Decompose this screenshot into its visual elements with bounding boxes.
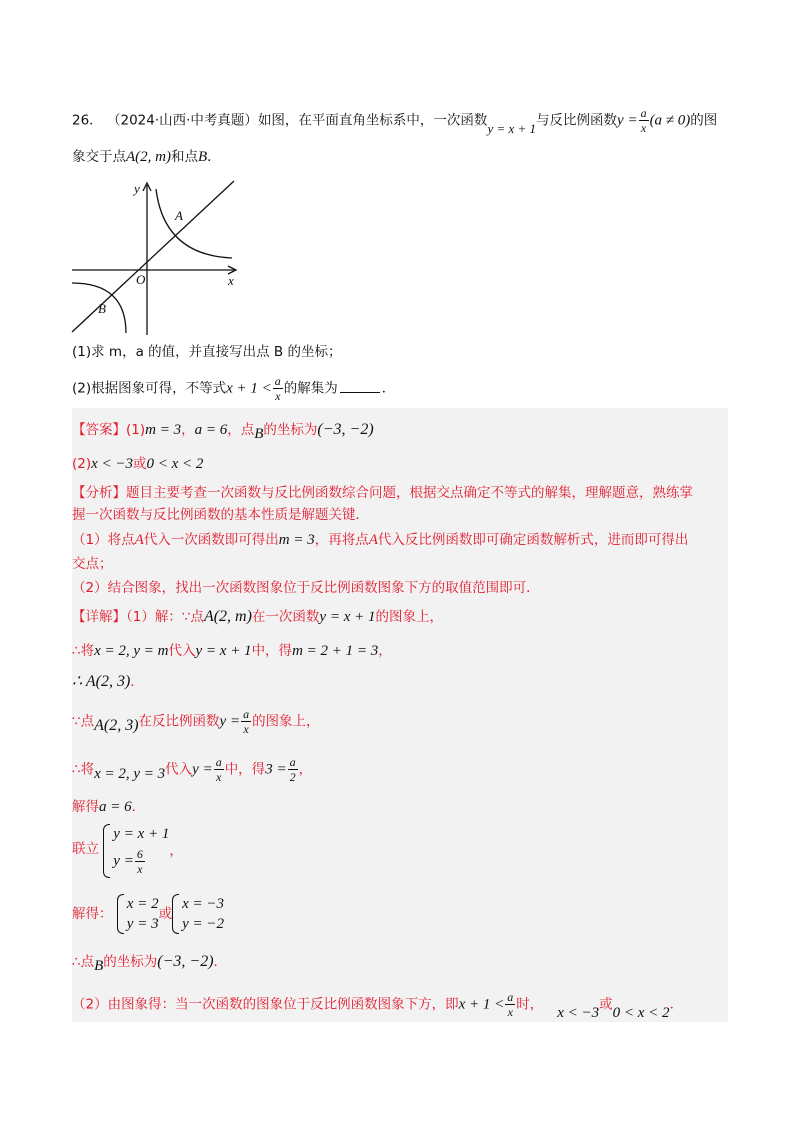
detail-line-1: 【详解】（1）解：∵点A(2, m)在一次函数y = x + 1的图象上， [72, 608, 443, 625]
question-1: (1)求 m，a 的值，并直接写出点 B 的坐标； [72, 344, 342, 360]
answer-blank [340, 380, 380, 393]
analysis-line-4: 交点； [72, 556, 113, 572]
inequality: x + 1 < [226, 380, 272, 397]
point-b: B [198, 149, 208, 165]
problem-number: 26． [72, 112, 103, 129]
question-text: (2)根据图象可得，不等式 [72, 380, 227, 397]
answer-tag: 【答案】 [72, 422, 126, 438]
problem-text: 象交于点 [72, 149, 126, 165]
analysis-line-3: （1）将点A代入一次函数即可得出m = 3，再将点A代入反比例函数即可确定函数解析式，进而即可得出 [72, 532, 689, 548]
detail-solutions: 解得： x = 2 y = 3 或 x = −3 y = −2 [72, 896, 224, 932]
point-a: A(2, m) [126, 149, 171, 165]
inverse-function: y = [617, 112, 638, 129]
problem-text: 和点 [171, 149, 198, 165]
coordinate-figure [68, 175, 248, 340]
solution-system-2: x = −3 y = −2 [172, 894, 224, 934]
answer-line-1: 【答案】(1)m = 3，a = 6，点B的坐标为(−3, −2) [72, 421, 374, 442]
question-text: 的解集为 [283, 380, 338, 397]
fraction: $\frac{a}{x}$ [274, 374, 281, 403]
problem-text: 与反比例函数 [536, 112, 618, 129]
analysis-line-1: 【分析】题目主要考查一次函数与反比例函数综合问题，根据交点确定不等式的解集，理解题意，熟练掌 [72, 485, 693, 501]
point-b-label: B [98, 301, 106, 316]
linear-graph [72, 181, 234, 332]
x-axis-label: x [228, 273, 234, 288]
problem-line-1 [72, 106, 717, 135]
problem-text: ． [207, 149, 221, 165]
hyperbola-branch-1 [156, 189, 232, 258]
detail-line-2: ∴将x = 2, y = m代入y = x + 1中，得m = 2 + 1 = 3， [72, 643, 392, 659]
equation-system: y = x + 1 y = $\frac{6}{x}$ [103, 824, 169, 878]
question-2 [72, 374, 395, 403]
problem-source: （2024·山西·中考真题） [106, 112, 258, 129]
detail-system: 联立 y = x + 1 y = $\frac{6}{x}$ ， [72, 826, 183, 877]
solution-system-1: x = 2 y = 3 [117, 894, 159, 934]
question-text: ． [381, 380, 396, 397]
fraction: $\frac{a}{x}$ [640, 106, 647, 135]
inverse-condition: (a ≠ 0) [649, 112, 691, 129]
detail-line-3: ∴ A(2, 3)． [72, 673, 144, 690]
origin-label: O [136, 272, 146, 287]
detail-line-9: ∴点B的坐标为(−3, −2)． [72, 953, 228, 974]
problem-text: 的图 [690, 112, 718, 129]
linear-function: y = x + 1 [487, 120, 537, 136]
analysis-line-5: （2）结合图象，找出一次函数图象位于反比例函数图象下方的取值范围即可． [72, 580, 540, 596]
answer-line-2: (2)x < −3或0 < x < 2 [72, 456, 204, 472]
detail-line-4: ∵点A(2, 3)在反比例函数y = $\frac{a}{x}$ 的图象上， [72, 707, 320, 736]
detail-line-6: 解得a = 6． [72, 799, 146, 815]
point-a-label: A [175, 208, 183, 223]
detail-line-10: （2）由图象得：当一次函数的图象位于反比例函数图象下方，即x + 1 < $\frac{a}{x}$ 时， x < −3或0 < x < 2． [72, 990, 684, 1021]
detail-tag: 【详解】 [72, 609, 126, 625]
analysis-line-2: 握一次函数与反比例函数的基本性质是解题关键． [72, 507, 369, 523]
problem-line-2 [72, 145, 221, 166]
problem-text: 如图，在平面直角坐标系中，一次函数 [257, 112, 488, 129]
detail-line-5: ∴将x = 2, y = 3代入y = $\frac{a}{x}$ 中，得3 = $\frac{a}{2}$ ， [72, 755, 313, 784]
y-axis-label: y [134, 181, 140, 196]
analysis-tag: 【分析】 [72, 485, 126, 501]
